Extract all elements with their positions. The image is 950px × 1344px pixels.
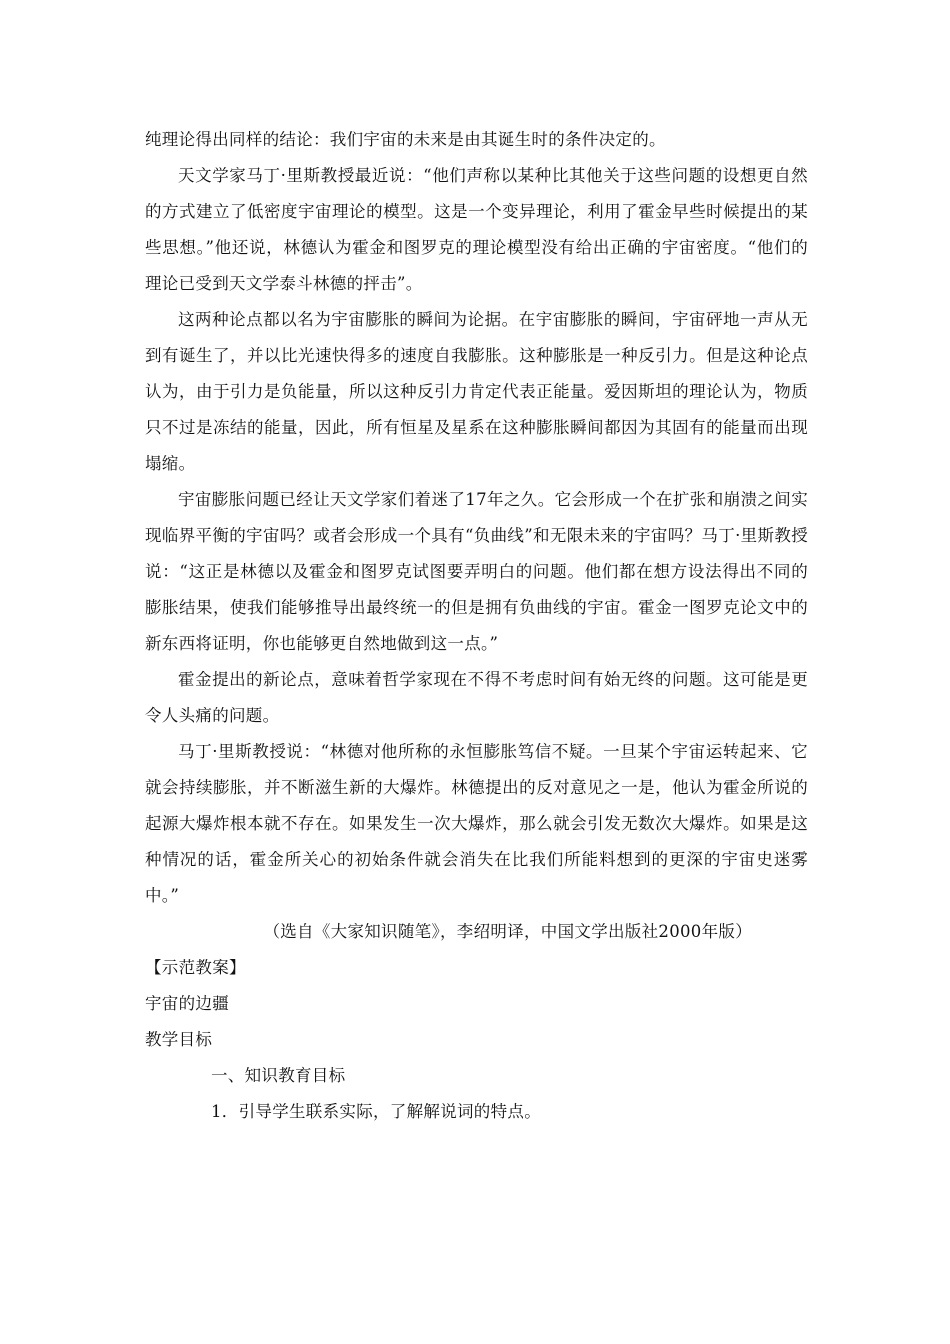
section-label: 【示范教案】 <box>145 958 246 977</box>
objectives-label: 教学目标 <box>145 1030 213 1049</box>
paragraph-eternal-inflation: 马丁·里斯教授说：“林德对他所称的永恒膨胀笃信不疑。一旦某个宇宙运转起来、它就会持续膨胀，并不断滋生新的大爆炸。林德提出的反对意见之一是，他认为霍金所说的起源大爆炸根本就不存在。如果发生一次大爆炸，那么就会引发无数次大爆炸。如果是这种情况的话，霍金所关心的初始条件就会消失在比我们所能料想到的更深的宇宙史迷雾中。” <box>145 742 808 905</box>
paragraph-continuation: 纯理论得出同样的结论：我们宇宙的未来是由其诞生时的条件决定的。 <box>145 130 666 149</box>
objective-heading: 一、知识教育目标 <box>211 1066 346 1085</box>
paragraph-philosophers: 霍金提出的新论点，意味着哲学家现在不得不考虑时间有始无终的问题。这可能是更令人头痛的问题。 <box>145 670 808 725</box>
lesson-title: 宇宙的边疆 <box>145 994 229 1013</box>
paragraph-inflation-question: 宇宙膨胀问题已经让天文学家们着迷了17年之久。它会形成一个在扩张和崩溃之间实现临界平衡的宇宙吗？或者会形成一个具有“负曲线”和无限未来的宇宙吗？马丁·里斯教授说：“这正是林德以及霍金和图罗克试图要弄明白的问题。他们都在想方设法得出不同的膨胀结果，使我们能够推导出最终统一的但是拥有负曲线的宇宙。霍金一图罗克论文中的新东西将证明，你也能够更自然地做到这一点。” <box>145 490 808 653</box>
document-body <box>145 122 808 1130</box>
paragraph-rees-quote: 天文学家马丁·里斯教授最近说：“他们声称以某种比其他关于这些问题的设想更自然的方式建立了低密度宇宙理论的模型。这是一个变异理论，利用了霍金早些时候提出的某些思想。”他还说，林德认为霍金和图罗克的理论模型没有给出正确的宇宙密度。“他们的理论已受到天文学泰斗林德的抨击”。 <box>145 166 808 293</box>
objective-item: 1．引导学生联系实际，了解解说词的特点。 <box>211 1102 541 1121</box>
paragraph-inflation-argument: 这两种论点都以名为宇宙膨胀的瞬间为论据。在宇宙膨胀的瞬间，宇宙砰地一声从无到有诞生了，并以比光速快得多的速度自我膨胀。这种膨胀是一种反引力。但是这种论点认为，由于引力是负能量，所以这种反引力肯定代表正能量。爱因斯坦的理论认为，物质只不过是冻结的能量，因此，所有恒星及星系在这种膨胀瞬间都因为其固有的能量而出现塌缩。 <box>145 310 808 473</box>
source-citation: （选自《大家知识随笔》，李绍明译，中国文学出版社2000年版） <box>263 922 752 941</box>
